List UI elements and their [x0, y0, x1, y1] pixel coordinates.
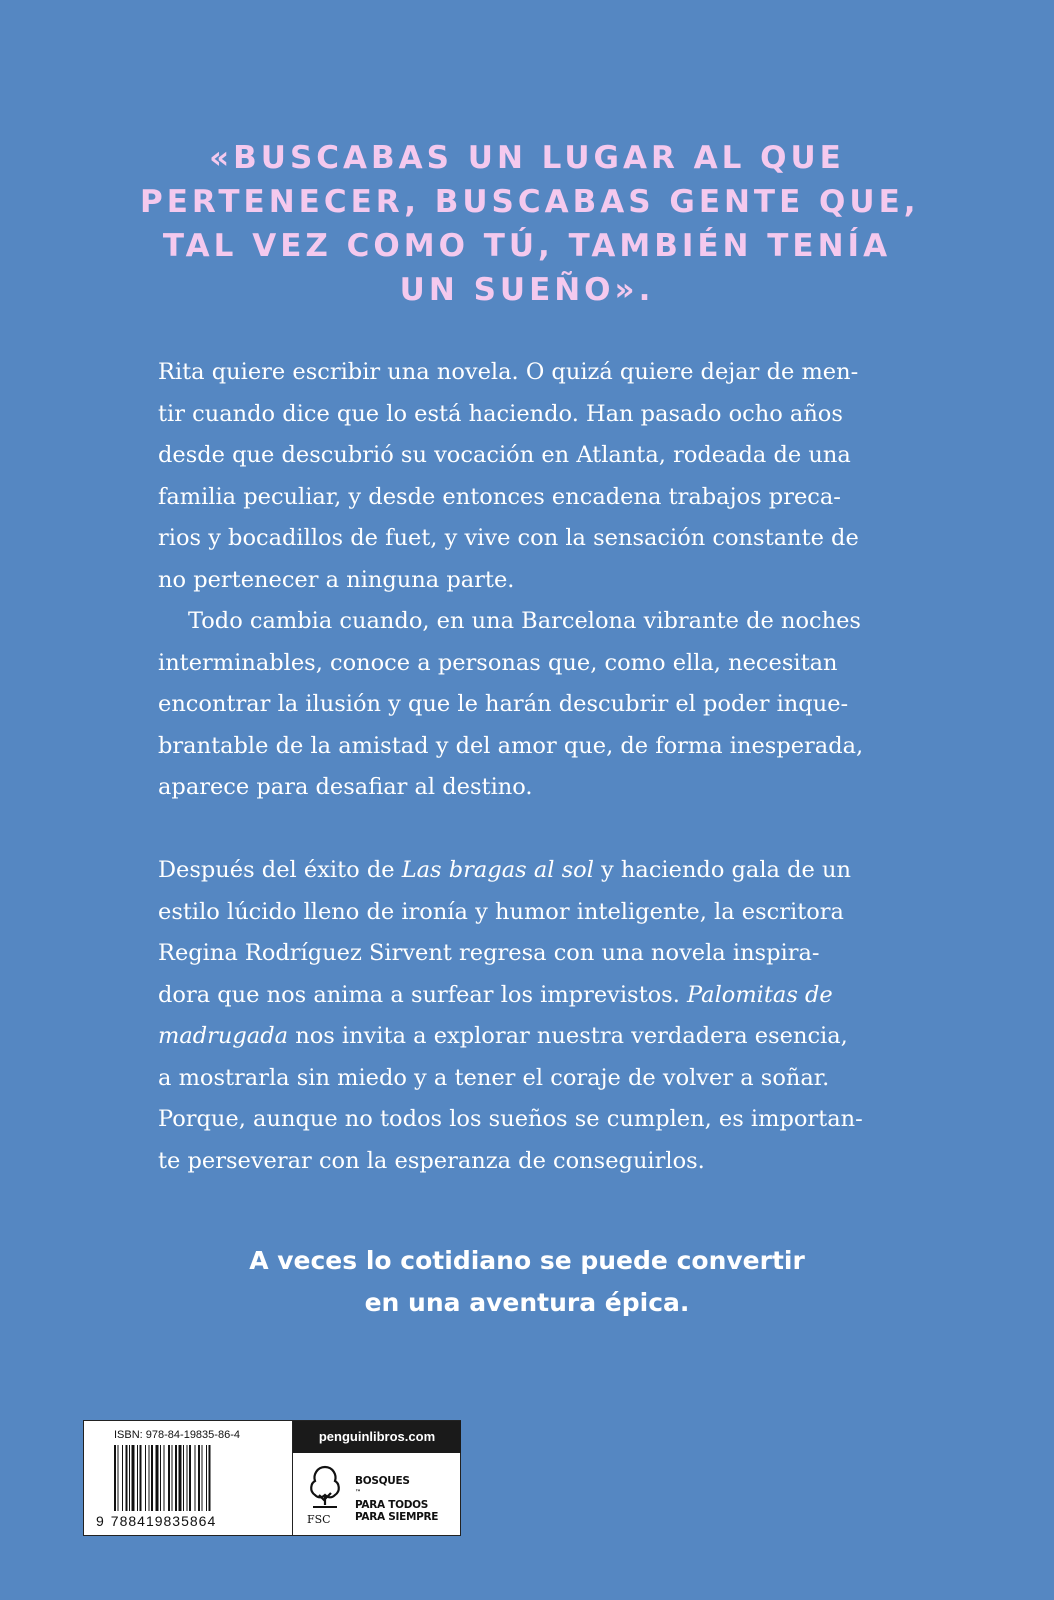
synopsis-line: desde que descubrió su vocación en Atlanta, rodeada de una	[158, 442, 851, 468]
fsc-slogan-line: PARA TODOS	[355, 1499, 429, 1511]
book-title-italic: Las bragas al sol	[401, 857, 594, 883]
synopsis-line: aparece para desafiar al destino.	[158, 774, 533, 800]
pull-quote-line: «BUSCABAS UN LUGAR AL QUE	[209, 140, 845, 176]
synopsis-line: brantable de la amistad y del amor que, de forma inesperada,	[158, 732, 864, 759]
synopsis-line: encontrar la ilusión y que le harán descubrir el poder inque-	[158, 691, 849, 717]
publisher-panel	[292, 1421, 461, 1535]
synopsis-line: familia peculiar, y desde entonces encadena trabajos preca-	[158, 483, 841, 510]
synopsis	[158, 352, 898, 1182]
author-bio-line: Después del éxito de Las bragas al sol y haciendo gala de un	[158, 857, 851, 883]
isbn-label: ISBN: 978-84-19835-86-4	[114, 1429, 240, 1441]
barcode-panel	[83, 1420, 461, 1536]
synopsis-line: Rita quiere escribir una novela. O quizá quiere dejar de men-	[158, 359, 859, 385]
author-bio-line: estilo lúcido lleno de ironía y humor inteligente, la escritora	[158, 898, 844, 925]
tagline	[140, 1240, 914, 1324]
fsc-label: FSC	[307, 1513, 331, 1526]
book-title-italic: madrugada	[158, 1023, 289, 1049]
synopsis-line: rios y bocadillos de fuet, y vive con la sensación constante de	[158, 525, 859, 551]
book-title-italic: Palomitas de	[687, 981, 833, 1008]
barcode-digits: 9 788419835864	[96, 1513, 217, 1529]
synopsis-line: tir cuando dice que lo está haciendo. Han pasado ocho años	[158, 400, 843, 427]
author-bio-line: Porque, aunque no todos los sueños se cumplen, es importan-	[158, 1106, 863, 1132]
author-bio-line: a mostrarla sin miedo y a tener el coraje de volver a soñar.	[158, 1064, 830, 1091]
fsc-slogan-line: PARA SIEMPRE	[355, 1511, 439, 1523]
pull-quote-line: PERTENECER, BUSCABAS GENTE QUE,	[140, 184, 920, 220]
author-bio-line: dora que nos anima a surfear los imprevistos. Palomitas de	[158, 981, 833, 1008]
fsc-slogan	[355, 1475, 438, 1523]
paragraph-gap	[158, 809, 898, 851]
publisher-website: penguinlibros.com	[293, 1421, 461, 1453]
tagline-line: A veces lo cotidiano se puede convertir	[249, 1246, 805, 1275]
author-bio-line: madrugada nos invita a explorar nuestra verdadera esencia,	[158, 1023, 848, 1049]
tagline-line: en una aventura épica.	[364, 1288, 690, 1317]
pull-quote	[140, 136, 920, 312]
pull-quote-line: UN SUEÑO».	[399, 272, 655, 308]
synopsis-line: Todo cambia cuando, en una Barcelona vibrante de noches	[188, 608, 861, 634]
barcode-icon	[114, 1445, 264, 1511]
author-bio-line: te perseverar con la esperanza de conseguirlos.	[158, 1147, 705, 1174]
author-bio-line: Regina Rodríguez Sirvent regresa con una novela inspira-	[158, 940, 820, 966]
synopsis-line: no pertenecer a ninguna parte.	[158, 566, 515, 593]
barcode-area	[84, 1421, 292, 1535]
pull-quote-line: TAL VEZ COMO TÚ, TAMBIÉN TENÍA	[162, 228, 892, 264]
synopsis-line: interminables, conoce a personas que, como ella, necesitan	[158, 649, 838, 676]
fsc-slogan-line: BOSQUES ™	[355, 1475, 410, 1496]
